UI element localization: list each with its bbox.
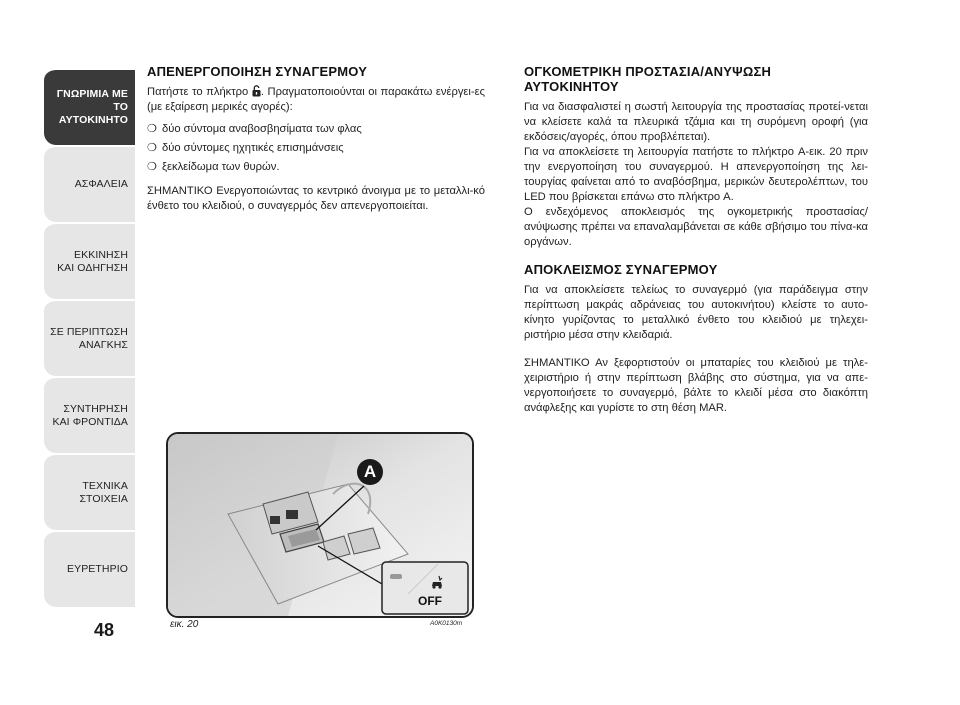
important-note: ΣΗΜΑΝΤΙΚΟ Αν ξεφορτιστούν οι μπαταρίες του κλειδιού με τηλε-χειριστήριο ή στην περίπτωση βλάβης στο σύστημα, για να απε-νεργοποιήσετε το συναγερμό, βάλτε το κλειδί μέσα στο διακόπτη ανάφλεξης και γυρίστε το στη θέση MAR. <box>524 357 868 414</box>
console-illustration <box>168 434 472 616</box>
tab-emergency[interactable]: ΣΕ ΠΕΡΙΠΤΩΣΗ ΑΝΑΓΚΗΣ <box>44 299 135 376</box>
tab-index[interactable]: ΕΥΡΕΤΗΡΙΟ <box>44 530 135 607</box>
alarm-car-icon <box>430 574 444 590</box>
right-column <box>524 64 868 423</box>
list-item: ❍ ξεκλείδωμα των θυρών. <box>147 161 280 173</box>
paragraph: Για να αποκλείσετε τη λειτουργία πατήστε το πλήκτρο A-εικ. 20 πριν την ενεργοποίηση του συναγερμού. Η απενεργοποίηση της λει-τουργίας φαίνεται από το αναβόσβημα, μερικών δευτερολέπτων, του LED που βρίσκεται επάνω στο πλήκτρο A. <box>524 146 868 203</box>
paragraph: Για να διασφαλιστεί η σωστή λειτουργία της προστασίας προτεί-νεται να κλείσετε καλά τα πλευρικά τζάμια και τη συρόμενη οροφή (για εκδόσεις/αγορές, όπου προβλέπεται). <box>524 101 868 143</box>
list-item: ❍ δύο σύντομες ηχητικές επισημάνσεις <box>147 142 344 154</box>
callout-label: A <box>363 462 377 481</box>
tab-getting-to-know-car[interactable]: ΓΝΩΡΙΜΙΑ ΜΕ ΤΟ ΑΥΤΟΚΙΝΗΤΟ <box>44 68 135 145</box>
tab-maintenance[interactable]: ΣΥΝΤΗΡΗΣΗ ΚΑΙ ΦΡΟΝΤΙΔΑ <box>44 376 135 453</box>
paragraph: Ο ενδεχόμενος αποκλεισμός της ογκομετρικής προστασίας/ ανύψωσης πρέπει να επαναλαμβάνεται σε κάθε σβήσιμο του πίνα-κα οργάνων. <box>524 206 868 248</box>
left-column <box>147 64 485 221</box>
alarm-exclusion-heading: ΑΠΟΚΛΕΙΣΜΟΣ ΣΥΝΑΓΕΡΜΟΥ <box>524 262 718 277</box>
figure-code: A0K0130m <box>430 620 463 627</box>
tab-safety[interactable]: ΑΣΦΑΛΕΙΑ <box>44 145 135 222</box>
alarm-deactivation-heading: ΑΠΕΝΕΡΓΟΠΟΙΗΣΗ ΣΥΝΑΓΕΡΜΟΥ <box>147 64 368 79</box>
figure-overhead-console <box>166 432 474 618</box>
paragraph: Για να αποκλείσετε τελείως το συναγερμό (για παράδειγμα στην περίπτωση μακράς αδράνειας του αυτοκινήτου) κλείστε το αυτο-κίνητο γυρίζοντας το μεταλλικό ένθετο του κλειδιού με τηλεχει-ριστήριο μέσα στην κλειδαριά. <box>524 284 868 341</box>
important-note: ΣΗΜΑΝΤΙΚΟ Ενεργοποιώντας το κεντρικό άνοιγμα με το μεταλλι-κό ένθετο του κλειδιού, ο συναγερμός δεν απενεργοποιείται. <box>147 185 485 212</box>
page-number: 48 <box>94 620 115 640</box>
tab-starting-driving[interactable]: ΕΚΚΙΝΗΣΗ ΚΑΙ ΟΔΗΓΗΣΗ <box>44 222 135 299</box>
tab-technical-data[interactable]: ΤΕΧΝΙΚΑ ΣΤΟΙΧΕΙΑ <box>44 453 135 530</box>
volumetric-protection-heading: ΟΓΚΟΜΕΤΡΙΚΗ ΠΡΟΣΤΑΣΙΑ/ΑΝΥΨΩΣΗ ΑΥΤΟΚΙΝΗΤΟΥ <box>524 64 772 94</box>
deactivation-effects-list <box>147 122 485 175</box>
unlock-icon <box>252 85 261 97</box>
alarm-deactivation-intro: Πατήστε το πλήκτρο . Πραγματοποιούνται οι παρακάτω ενέργει-ες (με εξαίρεση μερικές αγορές): <box>147 86 485 113</box>
off-label: OFF <box>418 594 442 608</box>
list-item: ❍ δύο σύντομα αναβοσβησίματα των φλας <box>147 123 362 135</box>
figure-caption: εικ. 20 <box>170 619 199 630</box>
